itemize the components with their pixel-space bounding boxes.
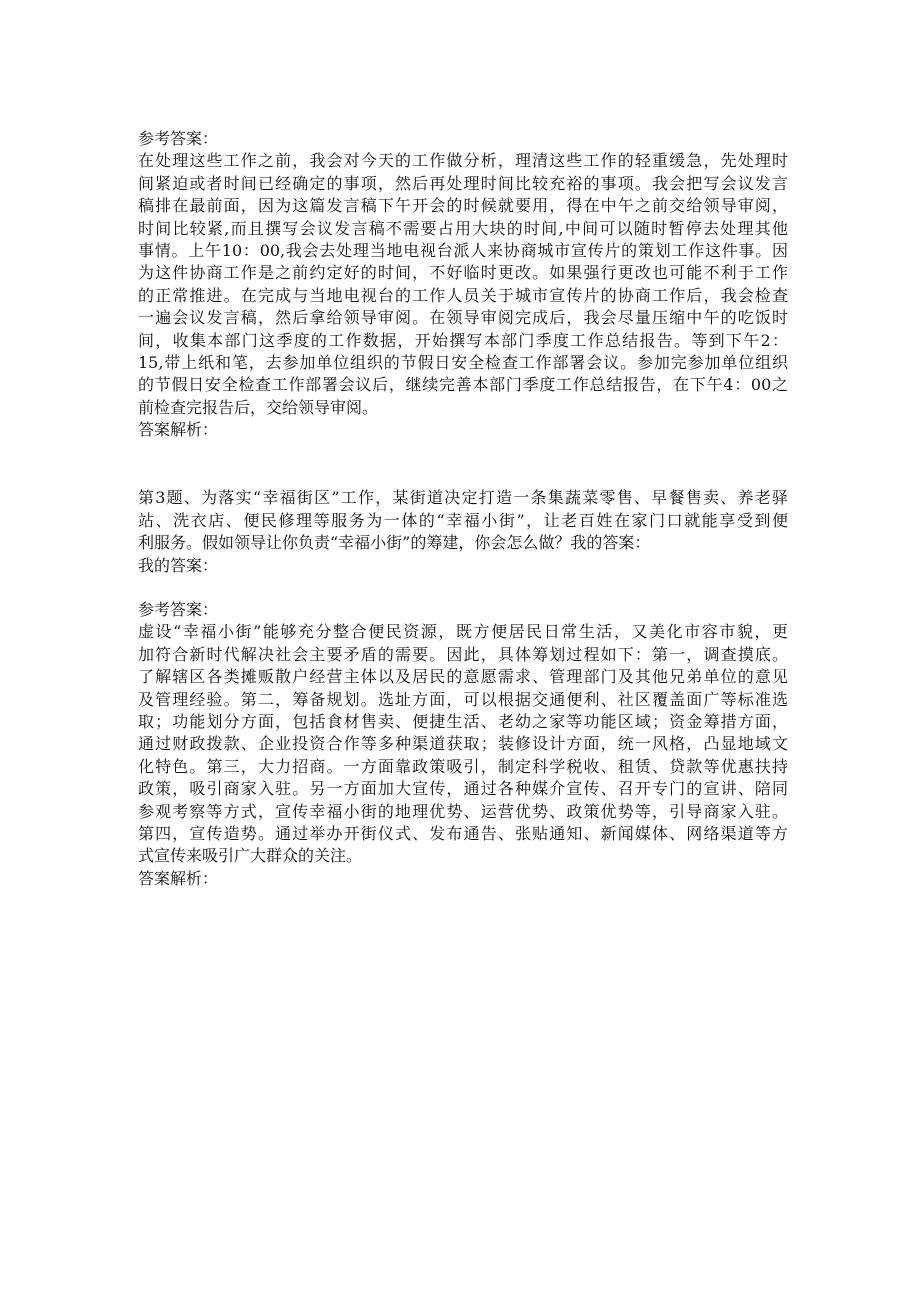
q3-answer-line: 虚设“幸福小街”能够充分整合便民资源，既方便居民日常生活，又美化市容市貌，更 bbox=[138, 622, 788, 642]
q2-answer-line: 15,带上纸和笔，去参加单位组织的节假日安全检查工作部署会议。参加完参加单位组织 bbox=[138, 352, 788, 372]
q3-answer-line: 取；功能划分方面，包括食材售卖、便捷生活、老幼之家等功能区域；资金筹措方面， bbox=[138, 711, 788, 731]
q2-answer-line: 间紧迫或者时间已经确定的事项，然后再处理时间比较充裕的事项。我会把写会议发言 bbox=[138, 173, 788, 193]
section-spacer bbox=[138, 577, 788, 599]
q2-answer-line: 为这件协商工作是之前约定好的时间，不好临时更改。如果强行更改也可能不利于工作 bbox=[138, 263, 788, 283]
q2-reference-answer-label: 参考答案： bbox=[138, 129, 219, 148]
q3-question-section bbox=[138, 487, 788, 577]
q3-answer-analysis-label: 答案解析： bbox=[138, 868, 219, 888]
q3-question-line: 第3题、为落实“幸福街区”工作，某街道决定打造一条集蔬菜零售、早餐售卖、养老驿 bbox=[138, 488, 788, 508]
section-spacer bbox=[138, 441, 788, 487]
q3-question-line: 站、洗衣店、便民修理等服务为一体的“幸福小街”，让老百姓在家门口就能享受到便 bbox=[138, 510, 788, 530]
q3-answer-line: 第四，宣传造势。通过举办开街仪式、发布通告、张贴通知、新闻媒体、网络渠道等方 bbox=[138, 823, 788, 843]
q2-answer-line: 稿排在最前面，因为这篇发言稿下午开会的时候就要用，得在中午之前交给领导审阅， bbox=[138, 196, 788, 216]
q3-answer-line: 参观考察等方式，宣传幸福小街的地理优势、运营优势、政策优势等，引导商家入驻。 bbox=[138, 801, 788, 821]
q2-answer-line: 的节假日安全检查工作部署会议后，继续完善本部门季度工作总结报告，在下午4：00之 bbox=[138, 375, 788, 395]
q2-answer-line: 事情。上午10：00,我会去处理当地电视台派人来协商城市宣传片的策划工作这件事。因 bbox=[138, 240, 788, 260]
q2-answer-section bbox=[138, 128, 788, 441]
q3-answer-line: 式宣传来吸引广大群众的关注。 bbox=[138, 846, 363, 866]
q2-answer-line: 时间比较紧,而且撰写会议发言稿不需要占用大块的时间,中间可以随时暂停去处理其他 bbox=[138, 218, 788, 238]
q3-reference-answer-label: 参考答案： bbox=[138, 600, 219, 620]
q2-answer-line: 间，收集本部门这季度的工作数据，开始撰写本部门季度工作总结报告。等到下午2： bbox=[138, 330, 788, 350]
q3-my-answer-label: 我的答案： bbox=[138, 555, 219, 575]
q3-question-line: 利服务。假如领导让你负责“幸福小街”的筹建，你会怎么做？我的答案： bbox=[138, 533, 651, 553]
q2-answer-line: 一遍会议发言稿，然后拿给领导审阅。在领导审阅完成后，我会尽量压缩中午的吃饭时 bbox=[138, 308, 788, 328]
q3-answer-line: 化特色。第三，大力招商。一方面靠政策吸引，制定科学税收、租赁、贷款等优惠扶持 bbox=[138, 756, 788, 776]
q3-answer-line: 及管理经验。第二，筹备规划。选址方面，可以根据交通便利、社区覆盖面广等标准选 bbox=[138, 689, 788, 709]
q3-answer-section bbox=[138, 599, 788, 890]
q2-answer-line: 在处理这些工作之前，我会对今天的工作做分析，理清这些工作的轻重缓急，先处理时 bbox=[138, 151, 788, 171]
q2-answer-line: 前检查完报告后，交给领导审阅。 bbox=[138, 397, 379, 417]
q3-answer-line: 政策，吸引商家入驻。另一方面加大宣传，通过各种媒介宣传、召开专门的宣讲、陪同 bbox=[138, 779, 788, 799]
q3-answer-line: 加符合新时代解决社会主要矛盾的需要。因此，具体筹划过程如下：第一，调查摸底。 bbox=[138, 644, 788, 664]
q2-answer-line: 的正常推进。在完成与当地电视台的工作人员关于城市宣传片的协商工作后，我会检查 bbox=[138, 285, 788, 305]
q3-answer-line: 了解辖区各类摊贩散户经营主体以及居民的意愿需求、管理部门及其他兄弟单位的意见 bbox=[138, 667, 788, 687]
q3-answer-line: 通过财政拨款、企业投资合作等多种渠道获取；装修设计方面，统一风格，凸显地域文 bbox=[138, 734, 788, 754]
document-page bbox=[138, 128, 788, 890]
q2-answer-analysis-label: 答案解析： bbox=[138, 420, 219, 440]
